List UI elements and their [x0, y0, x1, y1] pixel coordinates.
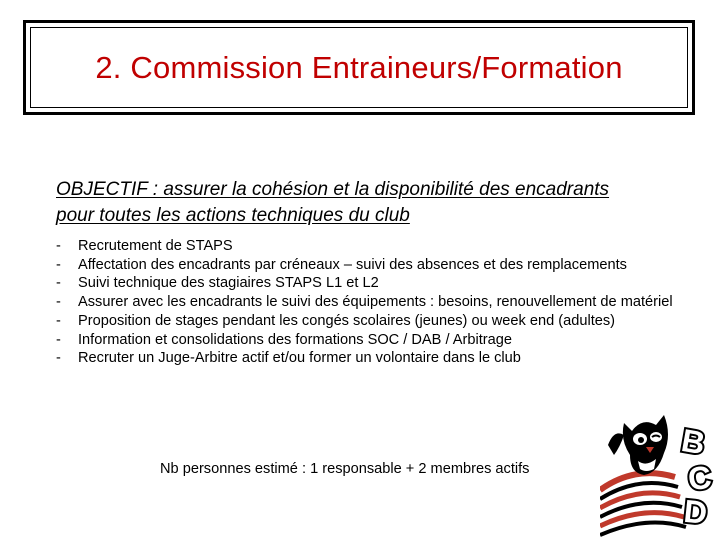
staff-estimate: Nb personnes estimé : 1 responsable + 2 membres actifs [160, 461, 530, 477]
logo-swoosh [600, 473, 686, 535]
task-list [56, 237, 696, 368]
list-item-text: Affectation des encadrants par créneaux – suivi des absences et des remplacements [78, 256, 627, 273]
list-item [56, 331, 696, 350]
list-item-text: Recrutement de STAPS [78, 238, 233, 254]
list-item [56, 237, 696, 256]
logo-letter-d: D [682, 492, 709, 531]
objective-text [56, 177, 696, 229]
bullet-dash: - [56, 238, 61, 254]
bullet-dash: - [56, 294, 61, 311]
list-item-text: Proposition de stages pendant les congés scolaires (jeunes) ou week end (adultes) [78, 312, 616, 329]
bullet-dash: - [56, 350, 61, 367]
title-frame [23, 20, 695, 115]
bullet-dash: - [56, 275, 61, 292]
club-logo [600, 395, 720, 540]
slide-title: 2. Commission Entraineurs/Formation [95, 49, 623, 85]
bullet-dash: - [56, 312, 61, 329]
title-inner-border [30, 27, 688, 108]
bullet-dash: - [56, 256, 61, 273]
owl-icon [608, 415, 668, 475]
list-item-text: Information et consolidations des formations SOC / DAB / Arbitrage [78, 331, 512, 348]
list-item-text: Assurer avec les encadrants le suivi des équipements : besoins, renouvellement de matériel [78, 294, 673, 311]
list-item-text: Suivi technique des stagiaires STAPS L1 et L2 [78, 275, 379, 292]
list-item [56, 293, 696, 312]
logo-letter-b: B [678, 421, 708, 462]
list-item [56, 349, 696, 368]
objective-line-1: OBJECTIF : assurer la cohésion et la disponibilité des encadrants [56, 179, 610, 200]
list-item [56, 256, 696, 275]
list-item-text: Recruter un Juge-Arbitre actif et/ou former un volontaire dans le club [78, 350, 521, 367]
logo-letters [679, 422, 714, 531]
list-item [56, 312, 696, 331]
list-item [56, 274, 696, 293]
logo-letter-c: C [685, 458, 714, 498]
bullet-dash: - [56, 331, 61, 348]
objective-line-2: pour toutes les actions techniques du club [56, 205, 410, 226]
